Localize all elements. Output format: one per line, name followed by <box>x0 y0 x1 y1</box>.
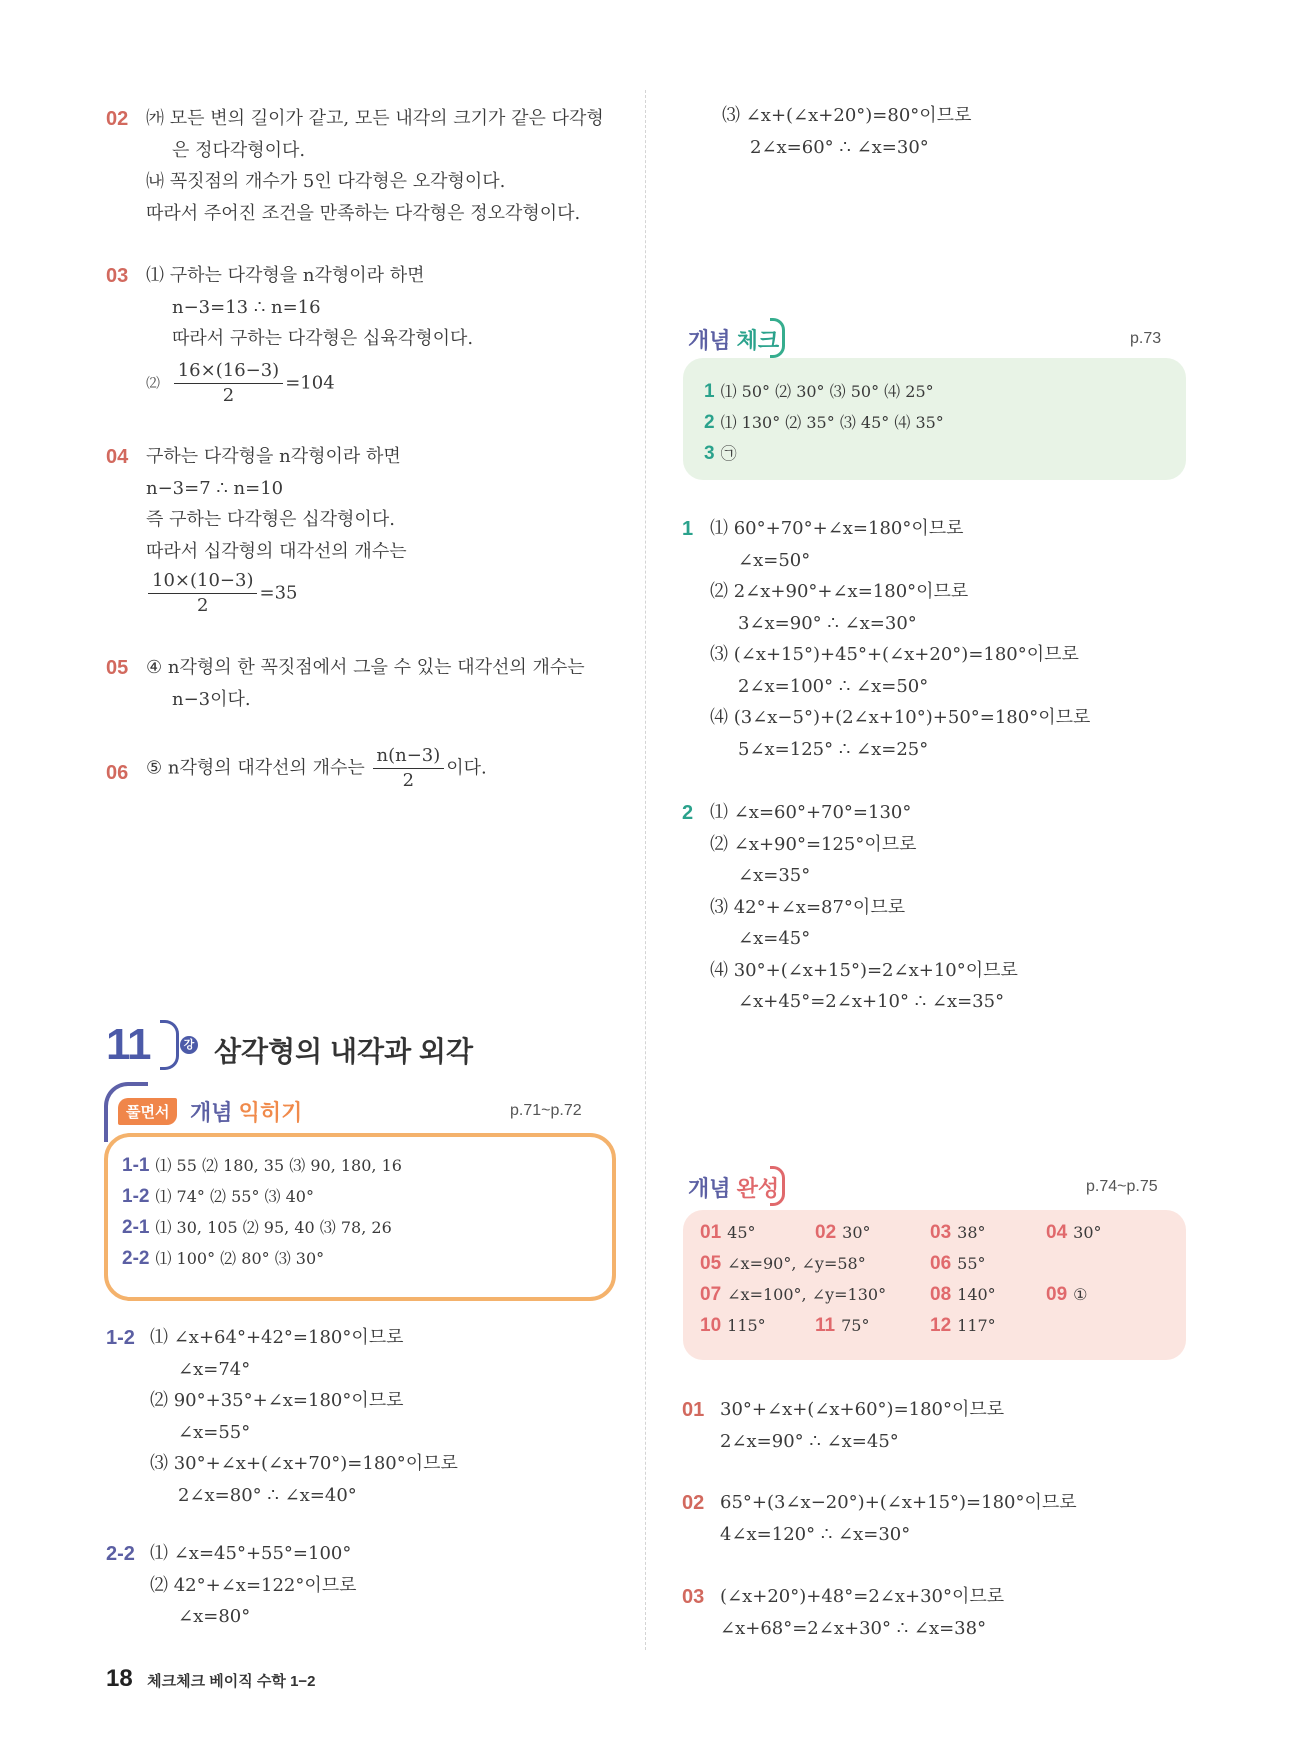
answer-key: 03 <box>930 1222 952 1243</box>
answer-key: 2-1 <box>122 1217 150 1238</box>
answer-cell <box>930 1284 996 1306</box>
answer-row <box>122 1150 402 1181</box>
answer-cell <box>930 1222 986 1244</box>
check-solution-1 <box>710 513 1090 765</box>
page-number: 18 <box>106 1665 133 1692</box>
answer-value: 117° <box>957 1316 996 1335</box>
solution-line: ⑴ 구하는 다각형을 n각형이라 하면 <box>146 265 425 286</box>
solution-line: ∠x=80° <box>178 1606 251 1627</box>
answer-cell <box>815 1222 871 1244</box>
fraction-numerator: 10×(10−3) <box>148 569 257 594</box>
answer-key: 02 <box>815 1222 837 1243</box>
solution-line: ⑴ ∠x=60°+70°=130° <box>710 802 912 823</box>
solution-02 <box>146 103 604 229</box>
page-footer <box>106 1665 316 1693</box>
solution-line: ⑴ ∠x+64°+42°=180°이므로 <box>150 1327 404 1348</box>
check-title <box>688 324 779 355</box>
solution-line: ⑵ 90°+35°+∠x=180°이므로 <box>150 1390 404 1411</box>
answer-cell <box>700 1222 756 1244</box>
solution-line: n−3=13 ∴ n=16 <box>172 296 321 318</box>
solution-line: 5∠x=125° ∴ ∠x=25° <box>738 738 929 760</box>
solution-line: 즉 구하는 다각형은 십각형이다. <box>146 509 395 530</box>
problem-number: 04 <box>106 446 129 468</box>
answer-key: 12 <box>930 1315 952 1336</box>
fraction-denominator: 2 <box>197 595 209 616</box>
answer-row <box>122 1243 324 1274</box>
solution-line: ∠x+68°=2∠x+30° ∴ ∠x=38° <box>720 1617 987 1639</box>
answer-key: 11 <box>815 1315 836 1336</box>
solution-line: 따라서 십각형의 대각선의 개수는 <box>146 540 407 562</box>
answer-value: ⑴ 30, 105 ⑵ 95, 40 ⑶ 78, 26 <box>155 1218 392 1237</box>
answer-key: 3 <box>704 443 715 464</box>
solution-line: 2∠x=100° ∴ ∠x=50° <box>738 675 929 697</box>
fraction-denominator: 2 <box>222 384 235 406</box>
solution-line: ⑶ (∠x+15°)+45°+(∠x+20°)=180°이므로 <box>710 644 1079 665</box>
answer-value: ∠x=90°, ∠y=58° <box>727 1254 866 1273</box>
answer-key: 08 <box>930 1284 952 1305</box>
answer-value: ⑴ 100° ⑵ 80° ⑶ 30° <box>155 1249 325 1268</box>
book-title: 체크체크 베이직 수학 1−2 <box>147 1673 316 1690</box>
complete-title-a: 개념 <box>688 1176 737 1201</box>
solution-line: 4∠x=120° ∴ ∠x=30° <box>720 1523 911 1545</box>
page-reference: p.73 <box>1130 330 1162 347</box>
complete-title <box>688 1172 779 1203</box>
answer-row <box>704 376 934 407</box>
solution-line: (∠x+20°)+48°=2∠x+30°이므로 <box>720 1586 1005 1607</box>
answer-row <box>122 1181 314 1212</box>
answer-key: 06 <box>930 1253 952 1274</box>
answer-row <box>704 407 944 438</box>
solution-line: ⑴ 60°+70°+∠x=180°이므로 <box>710 518 964 539</box>
answer-key: 05 <box>700 1253 722 1274</box>
complete-title-b: 완성 <box>736 1176 780 1201</box>
solution-line: ⑷ 30°+(∠x+15°)=2∠x+10°이므로 <box>710 959 1018 981</box>
concept-tag: 풀면서 <box>118 1098 177 1125</box>
answer-value: ① <box>1073 1285 1088 1304</box>
fraction-denominator: 2 <box>402 770 415 791</box>
solution-line: ⑵ 2∠x+90°+∠x=180°이므로 <box>710 581 969 602</box>
answer-value: ⑴ 55 ⑵ 180, 35 ⑶ 90, 180, 16 <box>155 1156 402 1175</box>
solution-line: 30°+∠x+(∠x+60°)=180°이므로 <box>720 1399 1005 1420</box>
solution-line: ⑵ 42°+∠x=122°이므로 <box>150 1574 357 1596</box>
answer-key: 10 <box>700 1315 722 1336</box>
answer-value: 55° <box>957 1254 986 1273</box>
solution-text: 이다. <box>446 757 487 779</box>
complete-solution-03 <box>720 1581 1004 1644</box>
solution-line: 65°+(3∠x−20°)+(∠x+15°)=180°이므로 <box>720 1492 1077 1513</box>
answer-value: ㉠ <box>720 444 737 463</box>
answer-value: ∠x=100°, ∠y=130° <box>727 1285 887 1304</box>
concept-title-a: 개념 <box>190 1100 239 1125</box>
answer-key: 2 <box>704 412 715 433</box>
solution-line: ㈎ 모든 변의 길이가 같고, 모든 내각의 크기가 같은 다각형 <box>146 108 604 129</box>
answer-cell <box>815 1315 869 1337</box>
answer-row <box>122 1212 392 1243</box>
problem-number: 2 <box>682 802 694 824</box>
answer-value: 30° <box>1073 1223 1102 1242</box>
solution-line: ⑵ ∠x+90°=125°이므로 <box>710 833 917 855</box>
answer-key: 1-2 <box>122 1186 150 1207</box>
solution-line: ④ n각형의 한 꼭짓점에서 그을 수 있는 대각선의 개수는 <box>146 657 585 678</box>
solution-line: ㈏ 꼭짓점의 개수가 5인 다각형은 오각형이다. <box>146 171 506 192</box>
solution-line: ⑶ 30°+∠x+(∠x+70°)=180°이므로 <box>150 1453 458 1474</box>
page-reference: p.74~p.75 <box>1086 1178 1158 1195</box>
answer-cell <box>1046 1284 1087 1306</box>
solution-line: ∠x+45°=2∠x+10° ∴ ∠x=35° <box>738 991 1005 1012</box>
answer-value: 45° <box>727 1223 756 1242</box>
answer-key: 04 <box>1046 1222 1068 1243</box>
problem-number: 1-2 <box>106 1327 135 1349</box>
answer-cell <box>930 1315 996 1337</box>
concept-title <box>190 1096 302 1127</box>
fraction <box>174 359 283 408</box>
solution-line: ∠x=55° <box>178 1421 251 1443</box>
solution-line: ∠x=74° <box>178 1358 251 1380</box>
complete-solution-01 <box>720 1394 1004 1457</box>
check-solution-2 <box>710 797 1018 1018</box>
solution-line: ∠x=50° <box>738 549 811 571</box>
solution-line: ⑷ (3∠x−5°)+(2∠x+10°)+50°=180°이므로 <box>710 707 1091 728</box>
answer-value: 75° <box>841 1316 870 1335</box>
answer-cell <box>1046 1222 1102 1244</box>
concept-title-b: 익히기 <box>238 1100 303 1125</box>
problem-number: 02 <box>682 1492 705 1514</box>
problem-number: 2-2 <box>106 1543 135 1565</box>
solution-06 <box>146 744 487 793</box>
answer-value: 38° <box>957 1223 986 1242</box>
fraction-numerator: n(n−3) <box>373 744 445 769</box>
solution-line: 2∠x=80° ∴ ∠x=40° <box>178 1484 357 1506</box>
fraction-result: =35 <box>259 582 298 604</box>
solution-line: n−3이다. <box>172 688 251 710</box>
solution-03 <box>146 260 473 408</box>
problem-number: 05 <box>106 657 129 679</box>
answer-key: 09 <box>1046 1284 1068 1305</box>
solution-line: 따라서 주어진 조건을 만족하는 다각형은 정오각형이다. <box>146 202 581 224</box>
answer-key: 2-2 <box>122 1248 150 1269</box>
solution-line: 3∠x=90° ∴ ∠x=30° <box>738 612 917 634</box>
problem-number: 1 <box>682 518 694 540</box>
solution-line: 은 정다각형이다. <box>172 139 306 161</box>
answer-key: 1 <box>704 381 715 402</box>
problem-number: 06 <box>106 762 129 784</box>
answer-value: 115° <box>727 1316 766 1335</box>
solution-line: ⑶ ∠x+(∠x+20°)=80°이므로 <box>722 105 972 126</box>
solution-continued <box>722 100 971 163</box>
section-number: 11 <box>106 1020 151 1069</box>
solution-line: 2∠x=90° ∴ ∠x=45° <box>720 1430 899 1452</box>
answer-row <box>704 438 737 469</box>
solution-line: 따라서 구하는 다각형은 십육각형이다. <box>172 328 474 349</box>
problem-number: 02 <box>106 108 129 130</box>
solution-line: ∠x=45° <box>738 928 811 949</box>
answer-value: ⑴ 50° ⑵ 30° ⑶ 50° ⑷ 25° <box>720 382 934 401</box>
solution-04 <box>146 441 407 618</box>
answer-cell <box>700 1253 866 1275</box>
fraction <box>148 569 257 618</box>
complete-solution-02 <box>720 1487 1077 1550</box>
answer-value: 140° <box>957 1285 996 1304</box>
section-badge: 강 <box>180 1036 198 1054</box>
sub-label: ⑵ <box>146 376 160 392</box>
solution-line: n−3=7 ∴ n=10 <box>146 477 284 499</box>
answer-key: 01 <box>700 1222 722 1243</box>
section-title: 삼각형의 내각과 외각 <box>214 1036 473 1067</box>
fraction <box>373 744 445 793</box>
page-reference: p.71~p.72 <box>510 1102 582 1119</box>
problem-number: 01 <box>682 1399 705 1421</box>
problem-number: 03 <box>682 1586 705 1608</box>
check-title-b: 체크 <box>736 328 780 353</box>
solution-line: ⑶ 42°+∠x=87°이므로 <box>710 896 906 918</box>
solution-line: ⑴ ∠x=45°+55°=100° <box>150 1543 352 1564</box>
answer-value: ⑴ 130° ⑵ 35° ⑶ 45° ⑷ 35° <box>720 413 944 432</box>
solution-2-2 <box>150 1538 357 1633</box>
answer-value: 30° <box>842 1223 871 1242</box>
solution-05 <box>146 652 585 715</box>
problem-number: 03 <box>106 265 129 287</box>
check-title-a: 개념 <box>688 328 737 353</box>
answer-cell <box>930 1253 986 1275</box>
answer-cell <box>700 1315 766 1337</box>
solution-line: 구하는 다각형을 n각형이라 하면 <box>146 446 401 467</box>
answer-key: 07 <box>700 1284 722 1305</box>
column-divider <box>645 90 646 1650</box>
solution-line: 2∠x=60° ∴ ∠x=30° <box>750 136 929 158</box>
solution-line: ∠x=35° <box>738 865 811 886</box>
answer-key: 1-1 <box>122 1155 150 1176</box>
fraction-numerator: 16×(16−3) <box>174 359 283 384</box>
solution-1-2 <box>150 1322 458 1511</box>
answer-value: ⑴ 74° ⑵ 55° ⑶ 40° <box>155 1187 314 1206</box>
section-bracket <box>160 1020 179 1070</box>
answer-cell <box>700 1284 886 1306</box>
solution-text: ⑤ n각형의 대각선의 개수는 <box>146 757 365 779</box>
fraction-result: =104 <box>285 372 335 393</box>
